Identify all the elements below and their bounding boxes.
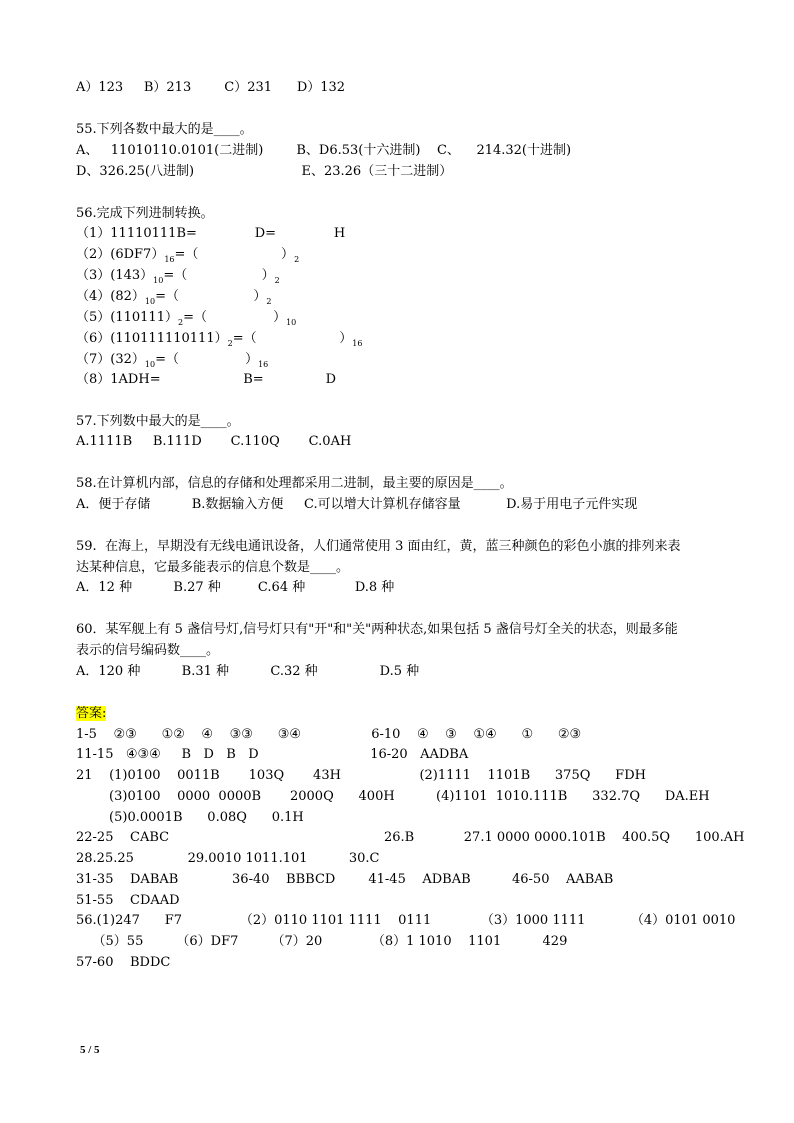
q56-item-6-base-from: 2: [227, 339, 233, 348]
answers-line-4: (3)0100 0000 0000B 2000Q 400H (4)1101 1010.111B 332.7Q DA.EH: [76, 789, 710, 804]
q56-item-7-text: （7）(32）: [76, 352, 145, 367]
q59-options: A．12 种 B.27 种 C.64 种 D.8 种: [76, 580, 395, 595]
answers-line-5: (5)0.0001B 0.08Q 0.1H: [76, 810, 304, 825]
q56-item-6-text: （6）(110111110111）: [76, 331, 228, 346]
q56-item-6-blank: =（ ）: [232, 331, 353, 346]
q56-item-3: [76, 268, 280, 285]
answers-heading-text: 答案:: [76, 706, 107, 721]
q58-stem: 58.在计算机内部，信息的存储和处理都采用二进制，最主要的原因是____。: [76, 476, 513, 491]
q56-item-3-base-from: 10: [153, 276, 164, 285]
q55-options-row1: A、 11010110.0101(二进制) B、D6.53(十六进制) C、 214.32(十进制): [76, 143, 572, 158]
q59-stem-line1: 59. 在海上，早期没有无线电通讯设备，人们通常使用 3 面由红，黄，蓝三种颜色的彩色小旗的排列来表: [76, 539, 681, 554]
answers-line-9: 51-55 CDAAD: [76, 893, 180, 908]
q56-item-2: [76, 247, 299, 264]
q56-item-8: （8）1ADH= B= D: [76, 372, 337, 387]
q56-item-2-base-to: 2: [294, 255, 300, 264]
answers-line-11: （5）55 （6）DF7 （7）20 （8）1 1010 1101 429: [76, 934, 568, 949]
q56-item-4-base-to: 2: [266, 297, 272, 306]
q56-item-4-base-from: 10: [144, 297, 156, 306]
q56-item-4: [76, 289, 271, 306]
q57-stem: 57.下列数中最大的是____。: [76, 414, 240, 429]
page-number: 5 / 5: [80, 1044, 100, 1056]
q56-item-5-blank: =（ ）: [183, 310, 287, 325]
q56-item-7-base-to: 16: [258, 360, 269, 369]
answers-line-2: 11-15 ④③④ B D B D 16-20 AADBA: [76, 747, 469, 762]
q56-item-5-base-from: 2: [177, 318, 184, 327]
q59-stem-line2: 达某种信息，它最多能表示的信息个数是____。: [76, 560, 350, 575]
q56-item-5-text: （5）(110111）: [76, 310, 178, 325]
q60-options: A．120 种 B.31 种 C.32 种 D.5 种: [76, 664, 420, 679]
q56-item-2-blank: =（ ）: [174, 247, 295, 262]
q57-options: A.1111B B.111D C.110Q C.0AH: [76, 434, 352, 449]
answers-line-1: 1-5 ②③ ①② ④ ③③ ③④ 6-10 ④ ③ ①④ ① ②③: [76, 727, 582, 742]
q55-options-row2: D、326.25(八进制) E、23.26（三十二进制）: [76, 164, 453, 179]
q56-item-3-blank: =（ ）: [163, 268, 275, 283]
q55-stem: 55.下列各数中最大的是____。: [76, 122, 253, 137]
answers-line-3: 21 (1)0100 0011B 103Q 43H (2)1111 1101B 375Q FDH: [76, 768, 646, 783]
q60-stem-line1: 60．某军舰上有 5 盏信号灯,信号灯只有"开"和"关"两种状态,如果包括 5 盏信号灯全关的状态，则最多能: [76, 622, 678, 637]
answers-line-12: 57-60 BDDC: [76, 955, 171, 970]
q56-item-7: [76, 352, 268, 369]
q56-item-3-base-to: 2: [274, 276, 280, 285]
q56-item-2-base-from: 16: [164, 255, 175, 264]
q56-item-6-base-to: 16: [352, 339, 363, 348]
answers-line-10: 56.(1)247 F7 （2）0110 1101 1111 0111 （3）1000 1111 （4）0101 0010: [76, 913, 736, 928]
q56-item-4-blank: =（ ）: [155, 289, 267, 304]
q56-item-4-text: （4）(82）: [76, 289, 145, 304]
q56-item-5-base-to: 10: [286, 318, 297, 327]
q56-item-2-text: （2）(6DF7）: [76, 247, 165, 262]
q56-item-1: （1）11110111B= D= H: [76, 226, 346, 241]
answers-line-7: 28.25.25 29.0010 1011.101 30.C: [76, 851, 380, 866]
q56-item-5: [76, 310, 296, 327]
answers-line-6: 22-25 CABC 26.B 27.1 0000 0000.101B 400.5Q 100.AH: [76, 830, 745, 845]
q56-item-3-text: （3）(143）: [76, 268, 154, 283]
q56-item-7-base-from: 10: [144, 360, 156, 369]
q56-item-7-blank: =（ ）: [155, 352, 259, 367]
q54-options: A）123 B）213 C）231 D）132: [76, 80, 346, 95]
answers-heading: [76, 706, 106, 722]
answers-line-8: 31-35 DABAB 36-40 BBBCD 41-45 ADBAB 46-50 AABAB: [76, 872, 614, 887]
q56-item-6: [76, 331, 362, 348]
q58-options: A．便于存储 B.数据输入方便 C.可以增大计算机存储容量 D.易于用电子元件实现: [76, 497, 638, 512]
q56-stem: 56.完成下列进制转换。: [76, 206, 214, 221]
q60-stem-line2: 表示的信号编码数____。: [76, 643, 220, 658]
